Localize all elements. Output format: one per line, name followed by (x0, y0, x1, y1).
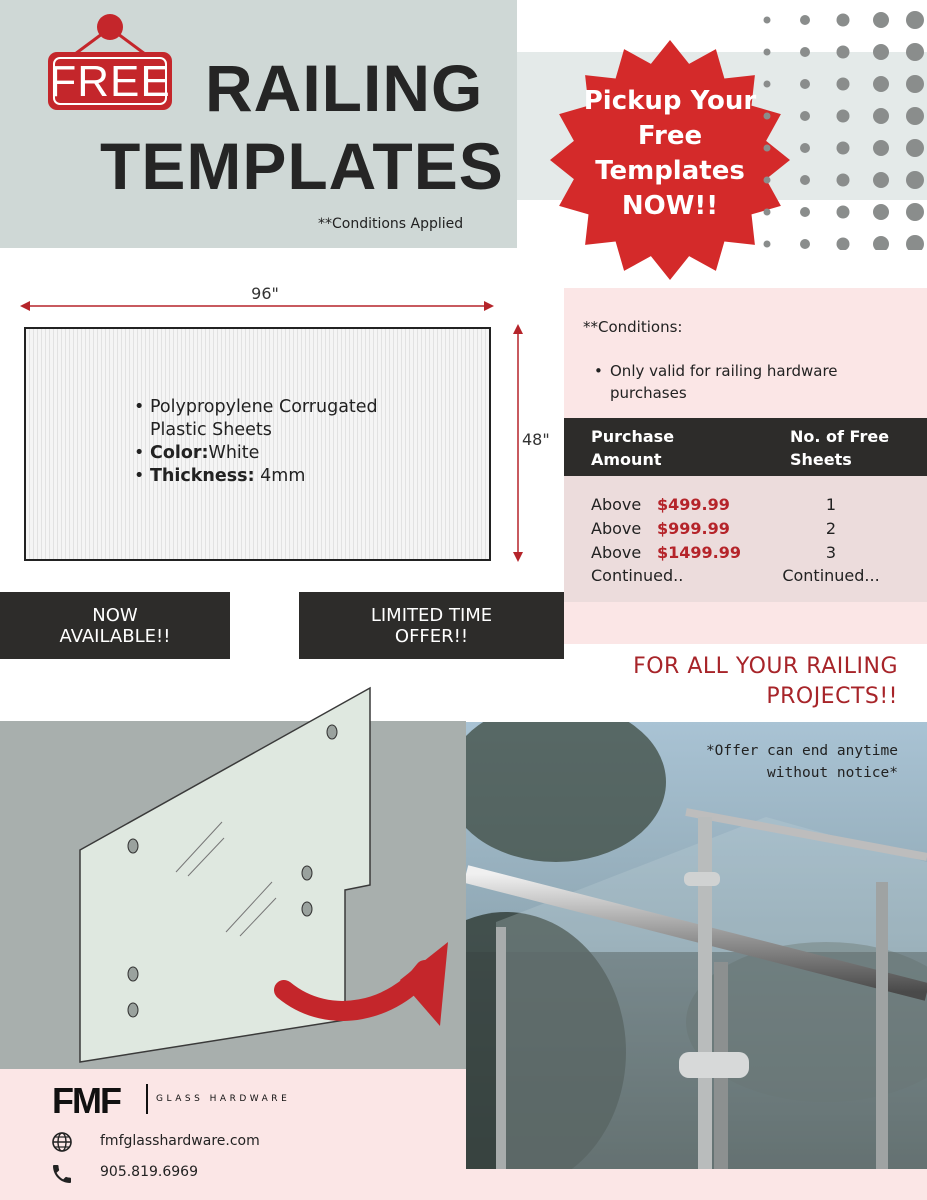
page-title-line1: RAILING (205, 51, 484, 125)
column-header-sheets: No. of Free Sheets (790, 427, 890, 469)
decorative-dot (837, 238, 850, 251)
decorative-dot (837, 78, 850, 91)
decorative-dot (837, 206, 850, 219)
decorative-dot (764, 113, 771, 120)
website-link[interactable]: fmfglasshardware.com (100, 1133, 260, 1149)
table-row: Above $499.99 1 (591, 495, 837, 514)
conditions-title: **Conditions: (583, 318, 683, 336)
decorative-dot (800, 15, 810, 25)
sheet-spec-list (132, 396, 410, 488)
decorative-dot (800, 175, 810, 185)
decorative-dot (800, 239, 810, 249)
decorative-dot (837, 46, 850, 59)
height-label: 48" (522, 430, 550, 449)
decorative-dot (873, 236, 889, 250)
decorative-dot (800, 47, 810, 57)
decorative-dot (764, 241, 771, 248)
phone-number[interactable]: 905.819.6969 (100, 1164, 198, 1180)
decorative-dot (800, 79, 810, 89)
brand-subtitle: GLASS HARDWARE (156, 1094, 291, 1104)
globe-icon (50, 1130, 74, 1154)
decorative-dot (906, 11, 924, 29)
spec-thickness: • Thickness: 4mm (132, 465, 410, 488)
logo-divider (146, 1084, 148, 1114)
decorative-dot (906, 75, 924, 93)
width-label: 96" (251, 284, 279, 303)
decorative-dot (873, 204, 889, 220)
table-row: Continued.. Continued... (591, 566, 880, 585)
spec-material: • Polypropylene Corrugated Plastic Sheets (132, 396, 410, 442)
decorative-dot (906, 139, 924, 157)
offer-note: *Offer can end anytime without notice* (705, 743, 898, 781)
decorative-dot (906, 107, 924, 125)
decorative-dot (873, 108, 889, 124)
decorative-dot (906, 43, 924, 61)
decorative-dot (764, 17, 771, 24)
decorative-dot (837, 174, 850, 187)
glass-panel-illustration (0, 680, 466, 1080)
decorative-dot (764, 145, 771, 152)
column-header-purchase: Purchase Amount (591, 427, 675, 469)
decorative-dot (800, 143, 810, 153)
decorative-dot (800, 111, 810, 121)
decorative-dot (906, 235, 924, 250)
decorative-dot (800, 207, 810, 217)
decorative-dot (837, 110, 850, 123)
decorative-dot (906, 171, 924, 189)
limited-time-label: LIMITED TIME OFFER!! (299, 592, 564, 659)
decorative-dot (873, 172, 889, 188)
decorative-dot (764, 49, 771, 56)
page-title-line2: TEMPLATES (100, 129, 504, 203)
free-badge: FREE (49, 57, 171, 106)
decorative-dot (837, 14, 850, 27)
conditions-applied-note: **Conditions Applied (318, 216, 464, 232)
brand-logo: FMF (52, 1080, 120, 1121)
decorative-dot (837, 142, 850, 155)
now-available-label: NOW AVAILABLE!! (0, 592, 230, 659)
tagline: FOR ALL YOUR RAILING PROJECTS!! (633, 654, 898, 709)
conditions-item: • Only valid for railing hardware purchases (594, 360, 884, 404)
spec-color: • Color:White (132, 442, 410, 465)
decorative-dot (873, 44, 889, 60)
decorative-dot (764, 81, 771, 88)
pickup-callout: Pickup Your Free Templates NOW!! (583, 86, 757, 221)
railing-photo (466, 722, 927, 1169)
decorative-dot (873, 12, 889, 28)
decorative-dots (755, 6, 927, 250)
decorative-dot (873, 140, 889, 156)
table-row: Above $1499.99 3 (591, 543, 837, 562)
decorative-dot (906, 203, 924, 221)
decorative-dot (764, 177, 771, 184)
decorative-dot (764, 209, 771, 216)
table-row: Above $999.99 2 (591, 519, 837, 538)
phone-icon (50, 1162, 74, 1186)
decorative-dot (873, 76, 889, 92)
